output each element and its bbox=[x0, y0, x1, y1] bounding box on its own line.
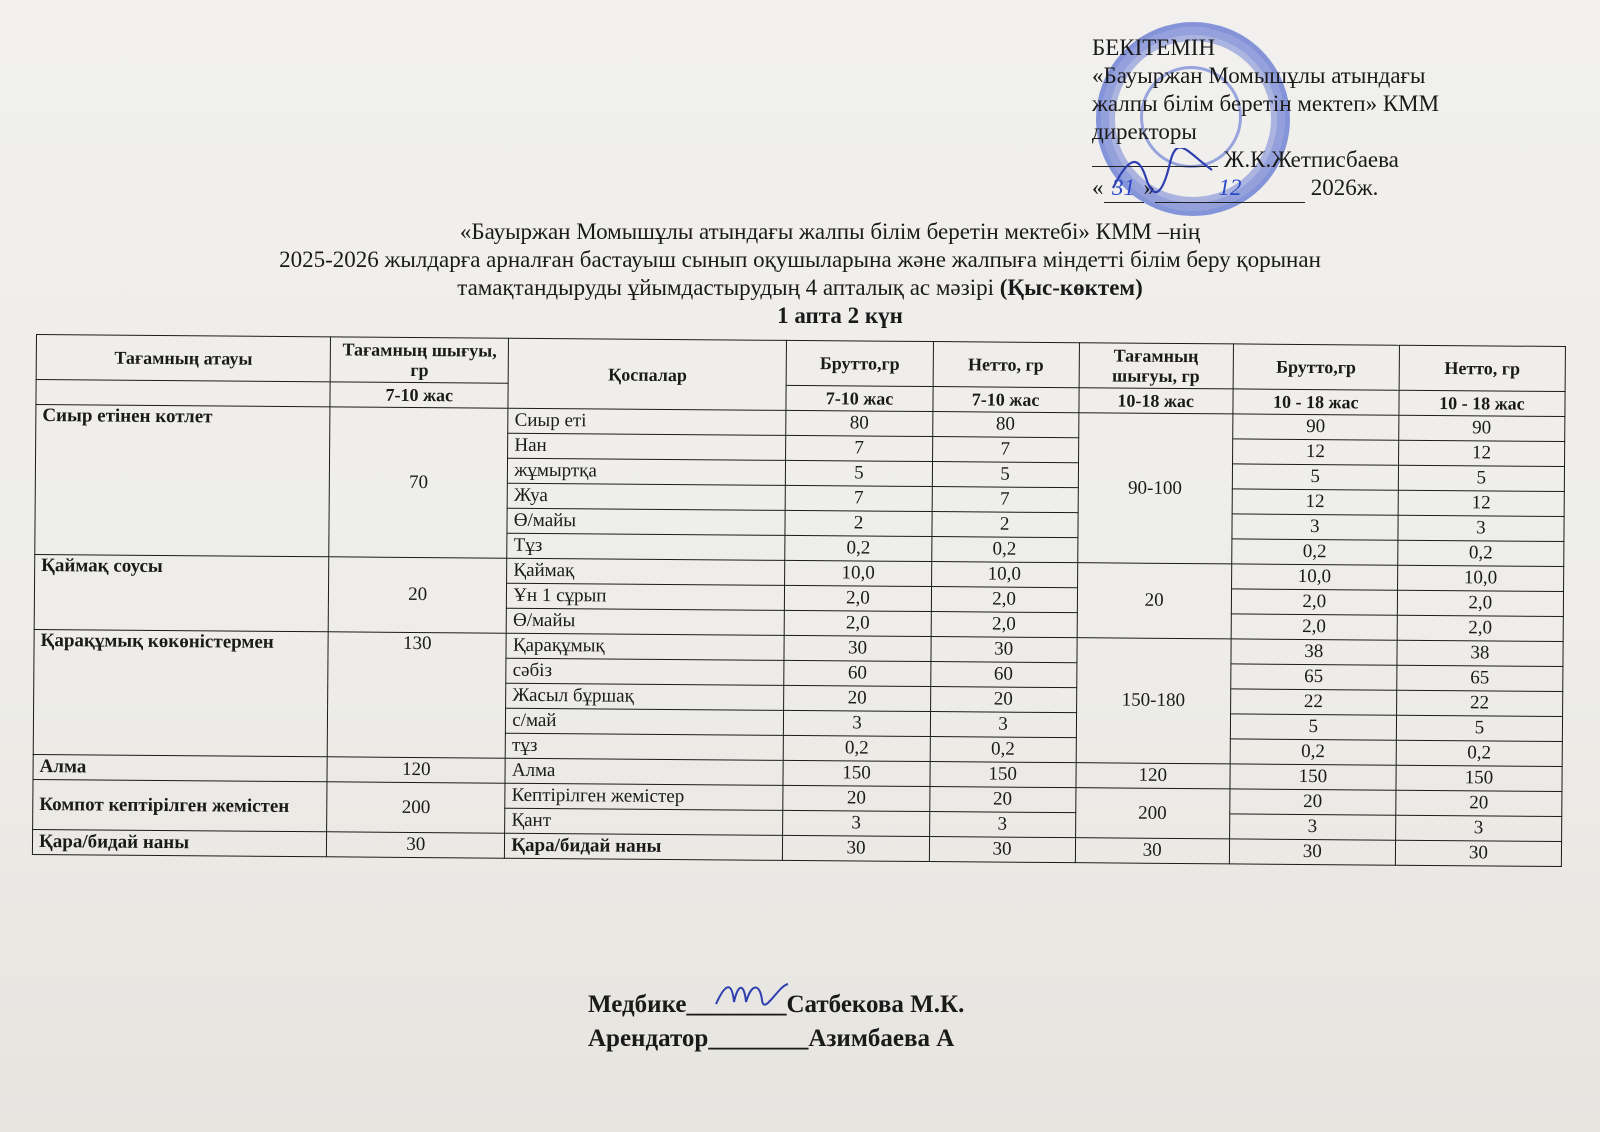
menu-table bbox=[32, 334, 1566, 867]
brutto-7-10: 7 bbox=[786, 485, 932, 511]
nurse-name: Сатбекова М.К. bbox=[786, 991, 965, 1018]
dish-name: Алма bbox=[33, 754, 327, 781]
ingredient-name: жұмыртқа bbox=[508, 458, 786, 485]
netto-10-18: 0,2 bbox=[1396, 740, 1562, 766]
approval-date-day: 31 bbox=[1104, 174, 1144, 203]
ingredient-name: Кептірілген жемістер bbox=[505, 783, 783, 810]
brutto-7-10: 30 bbox=[783, 835, 929, 861]
ingredient-name: Тұз bbox=[507, 533, 785, 560]
netto-10-18: 0,2 bbox=[1398, 540, 1564, 566]
brutto-10-18: 30 bbox=[1229, 839, 1395, 865]
subheader-yield-b: 10-18 жас bbox=[1079, 388, 1233, 414]
director-signature bbox=[1108, 148, 1218, 196]
footer-signatures bbox=[588, 988, 964, 1056]
document-title bbox=[0, 218, 1600, 330]
brutto-10-18: 3 bbox=[1232, 514, 1398, 540]
netto-10-18: 12 bbox=[1398, 440, 1564, 466]
ingredient-name: Қаймақ bbox=[507, 558, 785, 585]
dish-yield-10-18: 20 bbox=[1077, 563, 1232, 639]
netto-10-18: 2,0 bbox=[1397, 590, 1563, 616]
netto-10-18: 10,0 bbox=[1397, 565, 1563, 591]
tenant-name: Азимбаева А bbox=[808, 1025, 955, 1052]
netto-7-10: 30 bbox=[931, 637, 1077, 663]
brutto-7-10: 2,0 bbox=[785, 610, 931, 636]
netto-7-10: 7 bbox=[932, 437, 1078, 463]
title-season: (Қыс-көктем) bbox=[999, 275, 1143, 300]
header-dish: Тағамның атауы bbox=[36, 335, 331, 382]
title-line-3: тамақтандыруды ұйымдастырудың 4 апталық ас мәзірі (Қыс-көктем) bbox=[457, 275, 1143, 300]
subheader-brutto-b: 10 - 18 жас bbox=[1233, 389, 1399, 415]
brutto-10-18: 5 bbox=[1230, 714, 1396, 740]
dish-name: Қарақұмық көкөністермен bbox=[33, 629, 328, 756]
header-brutto-b: Брутто,гр bbox=[1233, 344, 1399, 390]
ingredient-name: Қант bbox=[505, 808, 783, 835]
dish-yield-10-18: 150-180 bbox=[1076, 638, 1231, 764]
netto-10-18: 2,0 bbox=[1397, 615, 1563, 641]
approval-date-month: 12 bbox=[1155, 174, 1305, 203]
brutto-10-18: 0,2 bbox=[1230, 739, 1396, 765]
title-line-1: «Бауыржан Момышұлы атындағы жалпы білім беретін мектебі» КММ –нің bbox=[459, 219, 1201, 244]
menu-body bbox=[32, 405, 1564, 867]
brutto-10-18: 65 bbox=[1230, 664, 1396, 690]
subheader-age-a: 7-10 жас bbox=[330, 382, 508, 408]
netto-10-18: 22 bbox=[1396, 690, 1562, 716]
brutto-7-10: 30 bbox=[784, 635, 930, 661]
header-ingredients: Қоспалар bbox=[508, 338, 787, 410]
netto-7-10: 30 bbox=[929, 837, 1075, 863]
ingredient-name: Нан bbox=[508, 433, 786, 460]
dish-yield-7-10: 200 bbox=[327, 782, 505, 833]
netto-10-18: 30 bbox=[1395, 840, 1561, 866]
netto-10-18: 38 bbox=[1397, 640, 1563, 666]
netto-7-10: 10,0 bbox=[931, 562, 1077, 588]
brutto-7-10: 3 bbox=[783, 810, 929, 836]
header-yield-a: Тағамның шығуы, гр bbox=[330, 337, 508, 383]
netto-10-18: 3 bbox=[1398, 515, 1564, 541]
subheader-brutto-a: 7-10 жас bbox=[786, 385, 932, 411]
dish-yield-10-18: 200 bbox=[1075, 788, 1229, 839]
brutto-7-10: 2,0 bbox=[785, 585, 931, 611]
dish-name: Компот кептірілген жемістен bbox=[33, 779, 328, 831]
brutto-10-18: 3 bbox=[1229, 814, 1395, 840]
netto-10-18: 150 bbox=[1396, 765, 1562, 791]
header-netto-a: Нетто, гр bbox=[933, 342, 1079, 388]
brutto-7-10: 0,2 bbox=[784, 735, 930, 761]
brutto-10-18: 2,0 bbox=[1231, 614, 1397, 640]
netto-7-10: 20 bbox=[930, 687, 1076, 713]
netto-7-10: 2,0 bbox=[931, 612, 1077, 638]
dish-name: Қара/бидай наны bbox=[32, 829, 326, 856]
netto-10-18: 3 bbox=[1395, 815, 1561, 841]
approval-line-2: жалпы білім беретін мектеп» КММ bbox=[1092, 91, 1440, 116]
ingredient-name: Қарақұмық bbox=[506, 633, 784, 660]
ingredient-name: Ұн 1 сұрып bbox=[507, 583, 785, 610]
ingredient-name: тұз bbox=[505, 733, 783, 760]
netto-10-18: 65 bbox=[1397, 665, 1563, 691]
netto-7-10: 60 bbox=[930, 662, 1076, 688]
netto-7-10: 150 bbox=[930, 762, 1076, 788]
header-yield-b: Тағамның шығуы, гр bbox=[1079, 343, 1233, 389]
brutto-10-18: 22 bbox=[1230, 689, 1396, 715]
ingredient-name: Қара/бидай наны bbox=[505, 833, 783, 860]
brutto-10-18: 12 bbox=[1232, 489, 1398, 515]
ingredient-name: Сиыр еті bbox=[508, 408, 786, 435]
dish-yield-10-18: 120 bbox=[1076, 763, 1230, 789]
ingredient-name: Ө/майы bbox=[506, 608, 784, 635]
ingredient-name: Жуа bbox=[507, 483, 785, 510]
brutto-10-18: 10,0 bbox=[1231, 564, 1397, 590]
netto-10-18: 5 bbox=[1396, 715, 1562, 741]
brutto-7-10: 10,0 bbox=[785, 560, 931, 586]
title-week-day: 1 апта 2 күн bbox=[777, 303, 903, 328]
ingredient-name: Ө/майы bbox=[507, 508, 785, 535]
nurse-line: Медбике________Сатбекова М.К. bbox=[588, 991, 965, 1018]
dish-yield-7-10: 30 bbox=[327, 832, 505, 858]
header-netto-b: Нетто, гр bbox=[1399, 345, 1566, 391]
netto-7-10: 0,2 bbox=[930, 737, 1076, 763]
netto-7-10: 80 bbox=[932, 412, 1078, 438]
brutto-10-18: 5 bbox=[1232, 464, 1398, 490]
approval-heading: БЕКІТЕМІН bbox=[1092, 35, 1216, 60]
netto-7-10: 7 bbox=[932, 487, 1078, 513]
dish-yield-10-18: 30 bbox=[1075, 838, 1229, 864]
approval-signer: Ж.К.Жетписбаева bbox=[1223, 147, 1399, 172]
approval-date-year: 2026ж. bbox=[1310, 175, 1379, 200]
netto-7-10: 3 bbox=[929, 812, 1075, 838]
netto-7-10: 2 bbox=[931, 512, 1077, 538]
brutto-7-10: 7 bbox=[786, 435, 932, 461]
brutto-7-10: 5 bbox=[786, 460, 932, 486]
approval-line-3: директоры bbox=[1092, 119, 1197, 144]
netto-10-18: 20 bbox=[1396, 790, 1562, 816]
approval-line-1: «Бауыржан Момышұлы атындағы bbox=[1092, 63, 1426, 88]
subheader-empty bbox=[36, 380, 330, 407]
brutto-10-18: 90 bbox=[1232, 414, 1398, 440]
brutto-7-10: 80 bbox=[786, 410, 932, 436]
brutto-10-18: 150 bbox=[1230, 764, 1396, 790]
brutto-7-10: 0,2 bbox=[785, 535, 931, 561]
netto-7-10: 2,0 bbox=[931, 587, 1077, 613]
dish-yield-7-10: 20 bbox=[328, 557, 507, 633]
approval-date: « 31 » 12 2026ж. bbox=[1092, 174, 1512, 203]
ingredient-name: Жасыл бұршақ bbox=[506, 683, 784, 710]
dish-yield-7-10: 70 bbox=[329, 407, 508, 558]
subheader-netto-b: 10 - 18 жас bbox=[1399, 390, 1565, 416]
ingredient-name: сәбіз bbox=[506, 658, 784, 685]
dish-yield-10-18: 90-100 bbox=[1077, 413, 1232, 564]
brutto-7-10: 3 bbox=[784, 710, 930, 736]
netto-7-10: 0,2 bbox=[931, 537, 1077, 563]
ingredient-name: Алма bbox=[505, 758, 783, 785]
netto-7-10: 20 bbox=[929, 787, 1075, 813]
subheader-netto-a: 7-10 жас bbox=[932, 387, 1078, 413]
netto-10-18: 90 bbox=[1399, 415, 1565, 441]
dish-name: Қаймақ соусы bbox=[34, 554, 329, 631]
brutto-10-18: 20 bbox=[1230, 789, 1396, 815]
dish-yield-7-10: 130 bbox=[327, 632, 506, 758]
netto-10-18: 12 bbox=[1398, 490, 1564, 516]
netto-7-10: 3 bbox=[930, 712, 1076, 738]
ingredient-name: с/май bbox=[506, 708, 784, 735]
brutto-10-18: 12 bbox=[1232, 439, 1398, 465]
brutto-10-18: 0,2 bbox=[1231, 539, 1397, 565]
brutto-7-10: 20 bbox=[784, 685, 930, 711]
brutto-10-18: 2,0 bbox=[1231, 589, 1397, 615]
brutto-7-10: 20 bbox=[783, 785, 929, 811]
dish-name: Сиыр етінен котлет bbox=[35, 405, 330, 557]
brutto-10-18: 38 bbox=[1231, 639, 1397, 665]
brutto-7-10: 60 bbox=[784, 660, 930, 686]
brutto-7-10: 2 bbox=[785, 510, 931, 536]
header-brutto-a: Брутто,гр bbox=[787, 340, 933, 386]
dish-yield-7-10: 120 bbox=[327, 757, 505, 783]
tenant-line: Арендатор________Азимбаева А bbox=[588, 1025, 955, 1052]
netto-7-10: 5 bbox=[932, 462, 1078, 488]
title-line-2: 2025-2026 жылдарға арналған бастауыш сынып оқушыларына және жалпыға міндетті білім беру қорынан bbox=[279, 247, 1321, 272]
brutto-7-10: 150 bbox=[783, 760, 929, 786]
netto-10-18: 5 bbox=[1398, 465, 1564, 491]
